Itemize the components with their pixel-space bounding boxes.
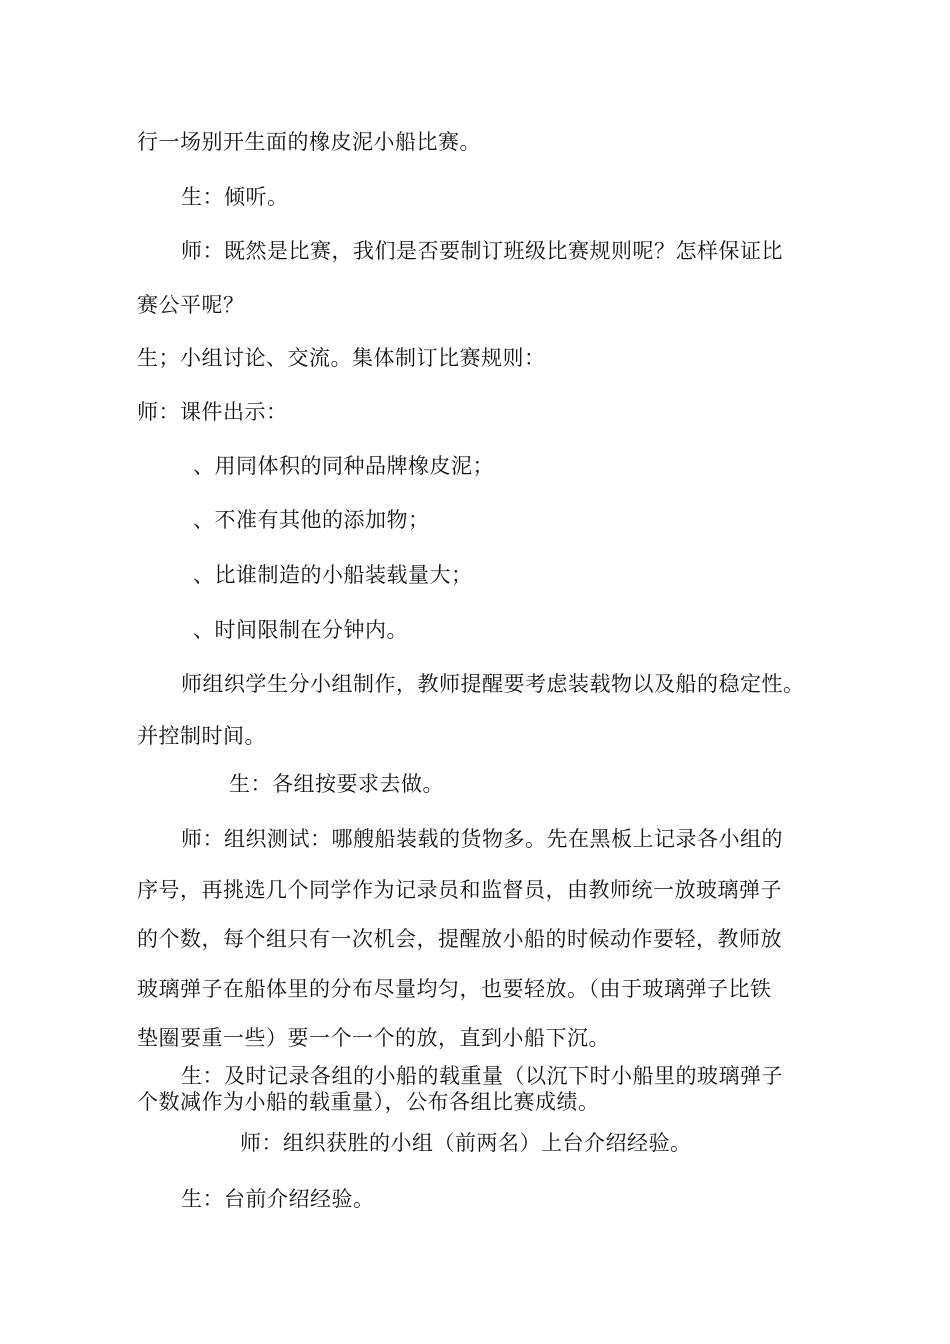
text-line: 师组织学生分小组制作，教师提醒要考虑装载物以及船的稳定性。: [181, 672, 805, 696]
text-line: 师：组织获胜的小组（前两名）上台介绍经验。: [240, 1131, 692, 1155]
text-line: 生：及时记录各组的小船的载重量（以沉下时小船里的玻璃弹子: [181, 1064, 783, 1088]
text-line: 序号，再挑选几个同学作为记录员和监督员，由教师统一放玻璃弹子: [137, 878, 782, 902]
text-line: 生：各组按要求去做。: [229, 772, 444, 796]
text-line: 师：组织测试：哪艘船装载的货物多。先在黑板上记录各小组的: [181, 827, 783, 851]
text-line: 师：课件出示：: [137, 400, 288, 424]
rule-item: 、用同体积的同种品牌橡皮泥；: [193, 454, 494, 478]
text-line: 并控制时间。: [137, 724, 266, 748]
text-line: 的个数，每个组只有一次机会，提醒放小船的时候动作要轻，教师放: [137, 927, 782, 951]
text-line: 生：台前介绍经验。: [181, 1187, 375, 1211]
text-line: 生；小组讨论、交流。集体制订比赛规则：: [137, 346, 546, 370]
text-line: 赛公平呢？: [137, 293, 245, 317]
text-line: 玻璃弹子在船体里的分布尽量均匀，也要轻放。（由于玻璃弹子比铁: [137, 977, 772, 1001]
text-line: 生：倾听。: [181, 185, 289, 209]
rule-item: 、时间限制在分钟内。: [193, 618, 408, 642]
text-line: 个数减作为小船的载重量），公布各组比赛成绩。: [137, 1090, 600, 1114]
text-line: 垫圈要重一些）要一个一个的放，直到小船下沉。: [137, 1026, 610, 1050]
rule-item: 、不准有其他的添加物；: [193, 508, 430, 532]
text-line: 师：既然是比赛，我们是否要制订班级比赛规则呢？怎样保证比: [181, 239, 783, 263]
rule-item: 、比谁制造的小船装载量大；: [193, 563, 473, 587]
text-line: 行一场别开生面的橡皮泥小船比赛。: [137, 130, 481, 154]
